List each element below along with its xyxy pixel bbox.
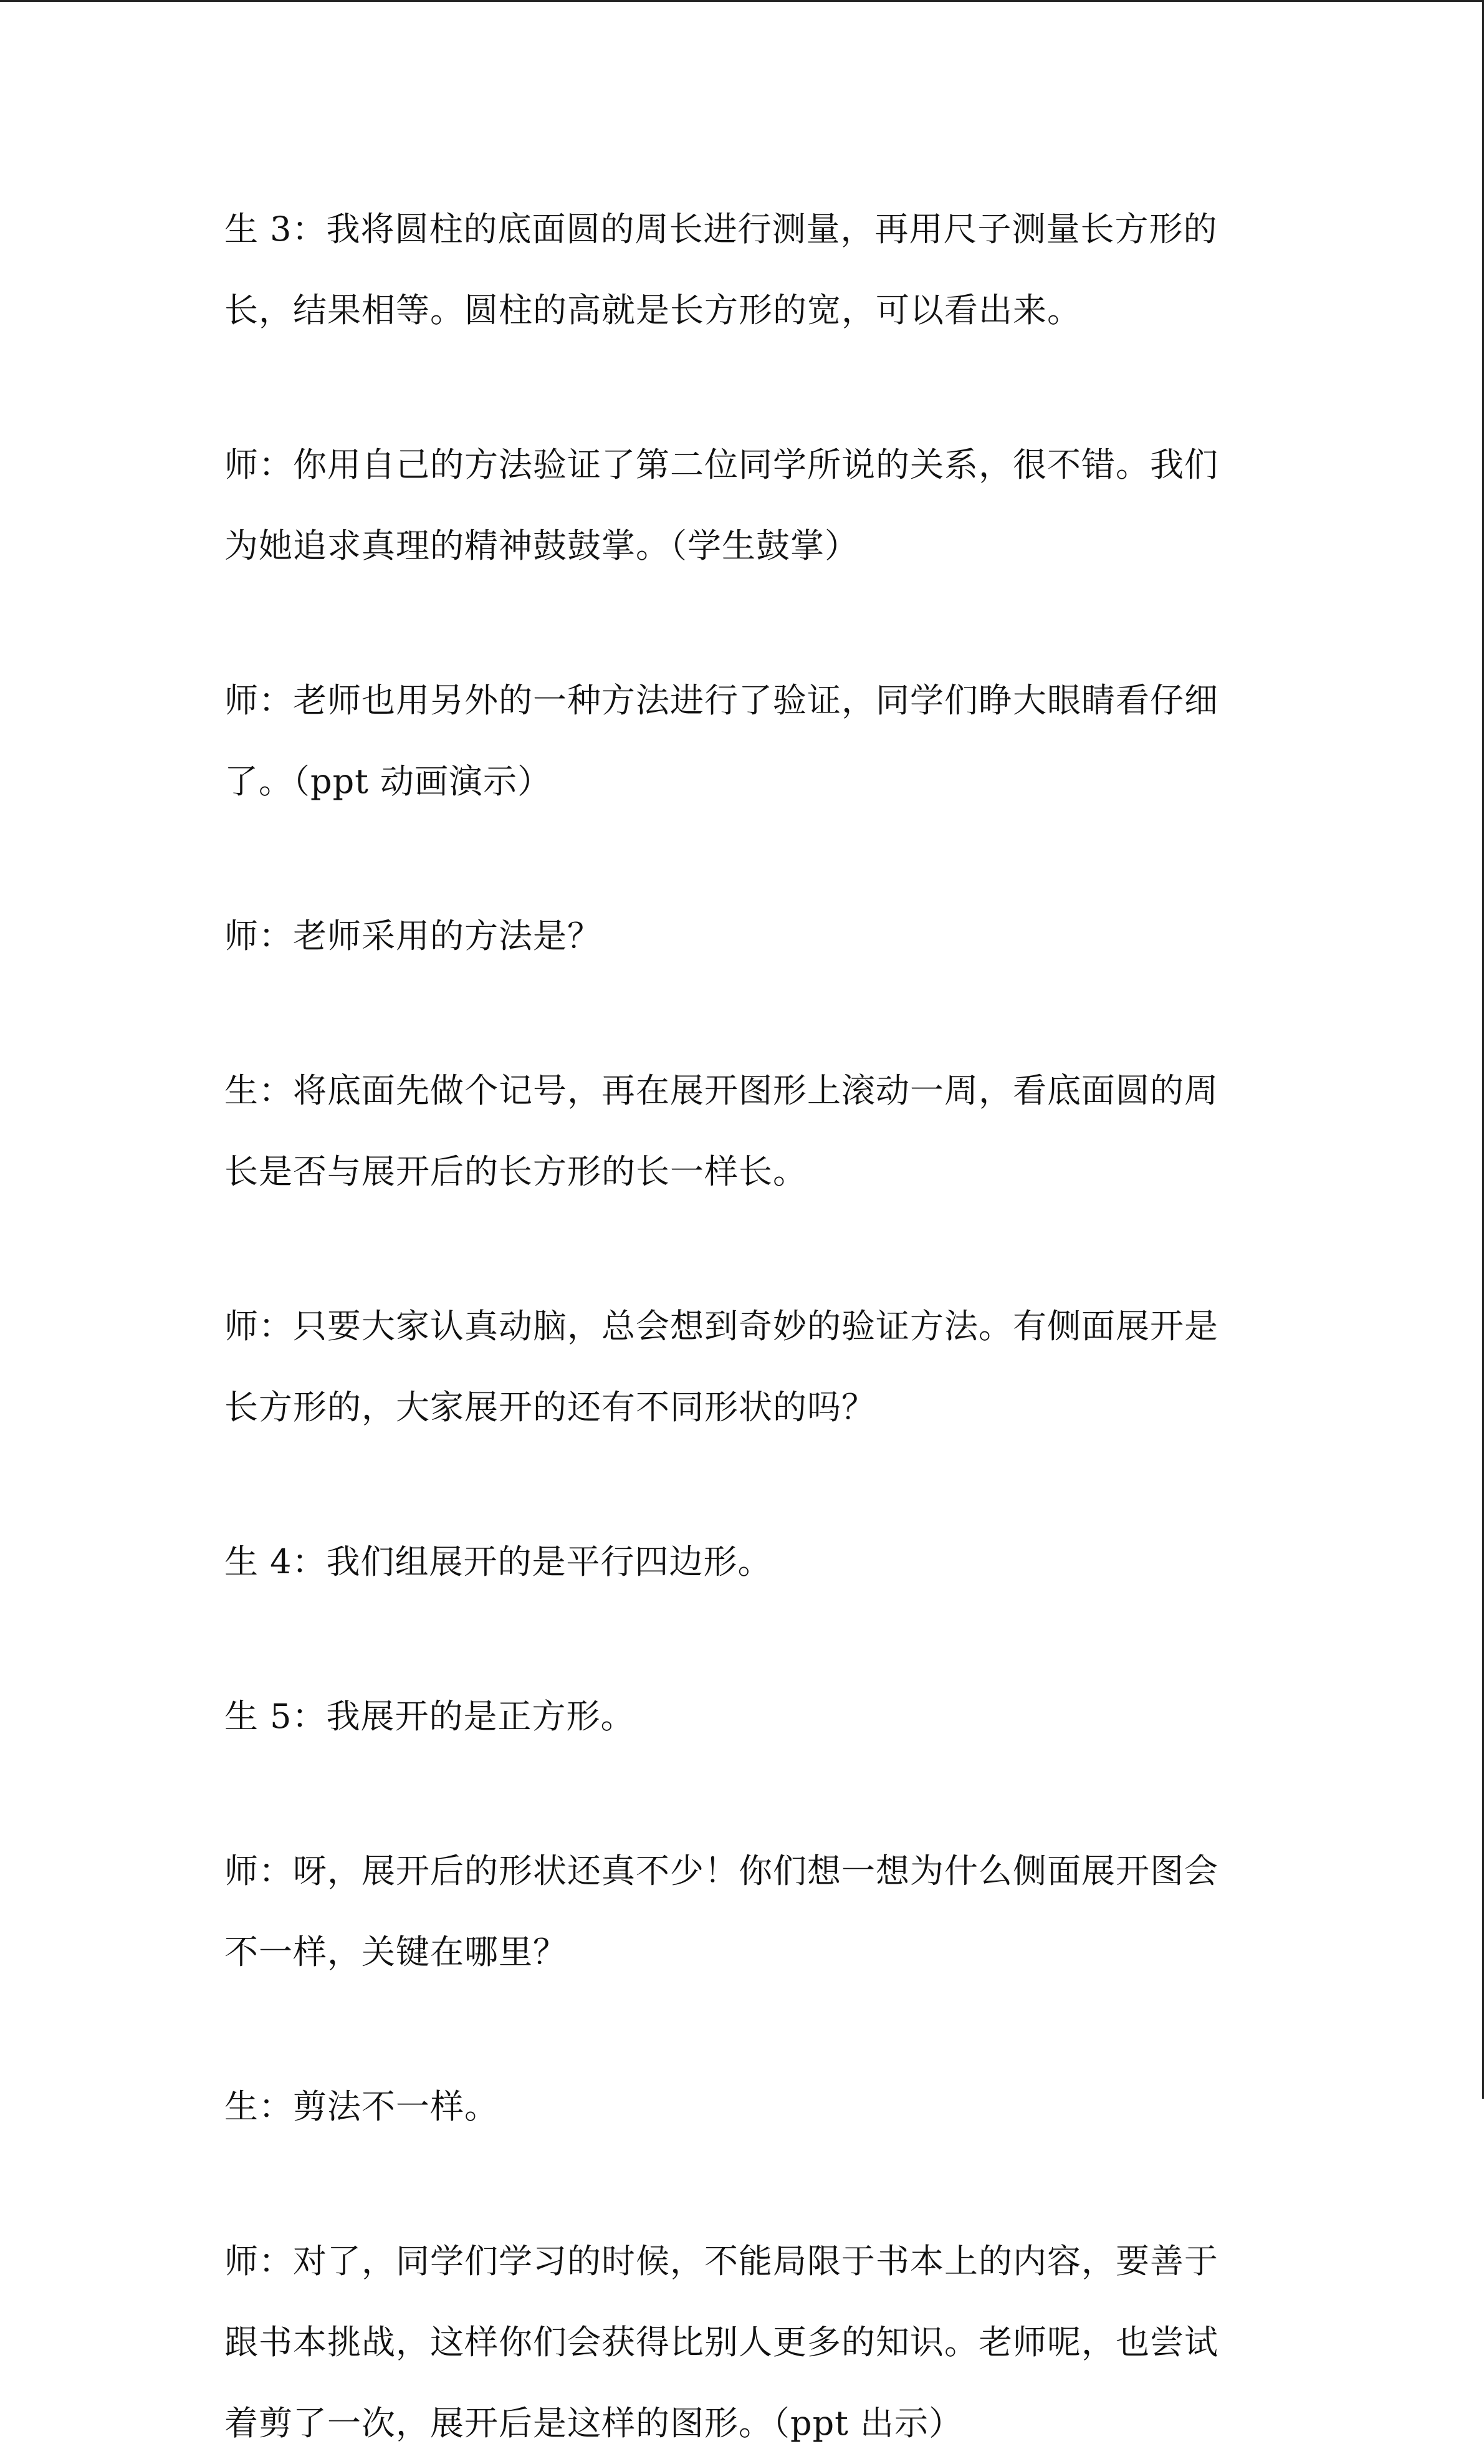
paragraph-line: 师：你用自己的方法验证了第二位同学所说的关系，很不错。我们	[224, 445, 1218, 484]
paragraph-line: 生 5：我展开的是正方形。	[224, 1697, 635, 1736]
dialogue-paragraph	[224, 424, 1247, 587]
dialogue-paragraph	[224, 896, 1247, 977]
paragraph-line: 为她追求真理的精神鼓鼓掌。（学生鼓掌）	[224, 526, 859, 565]
dialogue-paragraph	[224, 1050, 1247, 1212]
paragraph-line: 师：只要大家认真动脑，总会想到奇妙的验证方法。有侧面展开是	[224, 1306, 1218, 1346]
dialogue-paragraph	[224, 2221, 1247, 2464]
paragraph-line: 生：将底面先做个记号，再在展开图形上滚动一周，看底面圆的周	[224, 1071, 1218, 1110]
paragraph-line: 师：老师也用另外的一种方法进行了验证，同学们睁大眼睛看仔细	[224, 681, 1218, 720]
document-content	[224, 189, 1247, 2464]
paragraph-line: 长是否与展开后的长方形的长一样长。	[224, 1152, 807, 1191]
dialogue-paragraph	[224, 660, 1247, 822]
paragraph-line: 着剪了一次，展开后是这样的图形。（ppt 出示）	[224, 2404, 963, 2443]
paragraph-line: 师：对了，同学们学习的时候，不能局限于书本上的内容，要善于	[224, 2241, 1218, 2281]
dialogue-paragraph	[224, 189, 1247, 351]
paragraph-line: 生 4：我们组展开的是平行四边形。	[224, 1542, 772, 1581]
paragraph-line: 生：剪法不一样。	[224, 2087, 499, 2126]
paragraph-line: 师：老师采用的方法是？	[224, 916, 601, 956]
paragraph-line: 跟书本挑战，这样你们会获得比别人更多的知识。老师呢，也尝试	[224, 2323, 1218, 2362]
paragraph-line: 长方形的，大家展开的还有不同形状的吗？	[224, 1388, 876, 1427]
paragraph-line: 不一样，关键在哪里？	[224, 1932, 567, 1972]
paragraph-line: 了。（ppt 动画演示）	[224, 762, 552, 801]
dialogue-paragraph	[224, 1676, 1247, 1757]
paragraph-line: 生 3：我将圆柱的底面圆的周长进行测量，再用尺子测量长方形的	[224, 209, 1218, 249]
dialogue-paragraph	[224, 2066, 1247, 2147]
dialogue-paragraph	[224, 1522, 1247, 1603]
paragraph-line: 师：呀，展开后的形状还真不少！你们想一想为什么侧面展开图会	[224, 1851, 1218, 1891]
dialogue-paragraph	[224, 1831, 1247, 1993]
paragraph-line: 长，结果相等。圆柱的高就是长方形的宽，可以看出来。	[224, 290, 1081, 330]
dialogue-paragraph	[224, 1286, 1247, 1448]
